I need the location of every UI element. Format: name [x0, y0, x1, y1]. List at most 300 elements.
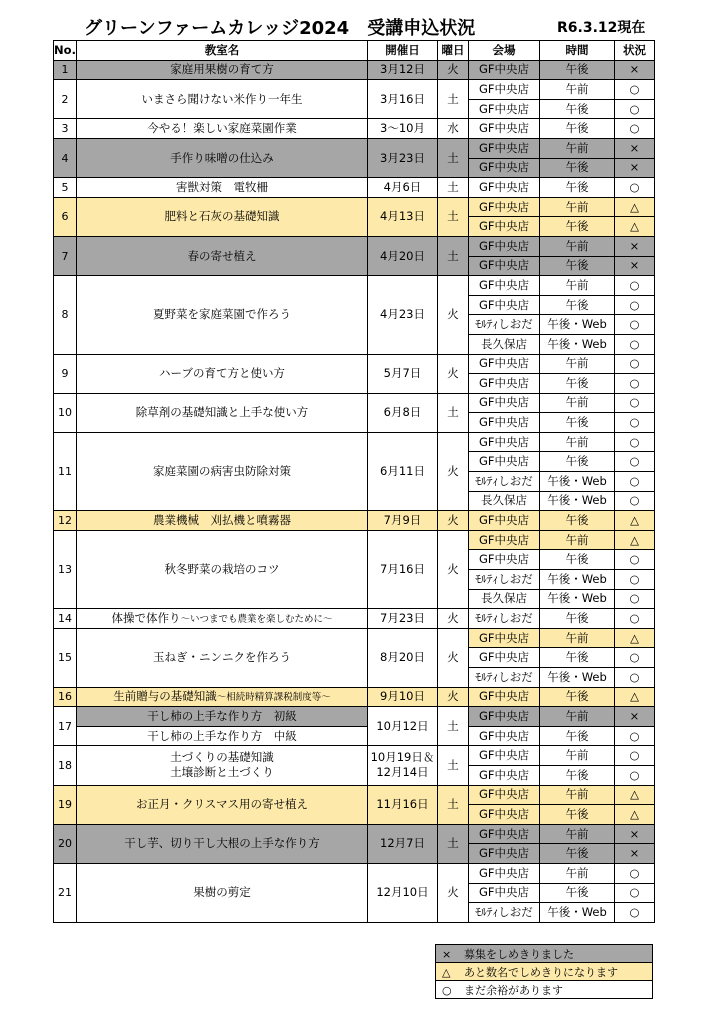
course-weekday: 火 [438, 530, 469, 608]
course-name-text: 生前贈与の基礎知識 [113, 688, 217, 703]
session-status-mark: ○ [615, 883, 655, 903]
course-name-text: ハーブの育て方と使い方 [159, 366, 285, 381]
session-venue: GF中央店 [469, 785, 540, 805]
table-row [54, 726, 655, 746]
session-time: 午後 [540, 295, 615, 315]
session-status-mark: △ [615, 805, 655, 825]
course-number: 2 [54, 80, 77, 119]
session-time: 午後 [540, 511, 615, 531]
table-row [54, 236, 655, 256]
course-number: 7 [54, 236, 77, 275]
legend-mark: ○ [442, 983, 452, 997]
course-date [368, 276, 438, 354]
session-venue: GF中央店 [469, 393, 540, 413]
table-row [54, 393, 655, 413]
legend [435, 944, 653, 999]
course-name-text: 果樹の剪定 [193, 885, 251, 900]
course-date-text: 6月11日 [380, 464, 425, 479]
session-time: 午後・Web [540, 668, 615, 688]
course-number: 13 [54, 530, 77, 608]
table-row [54, 60, 655, 80]
session-time: 午後 [540, 256, 615, 276]
course-date-text: 10月19日＆ [370, 750, 435, 765]
course-date-text: 10月12日 [376, 718, 429, 733]
session-time: 午後 [540, 609, 615, 629]
session-status-mark: × [615, 158, 655, 178]
session-status-mark: × [615, 256, 655, 276]
session-venue: GF中央店 [469, 687, 540, 707]
header-time: 時間 [540, 41, 615, 61]
course-number: 12 [54, 511, 77, 531]
session-venue: GF中央店 [469, 197, 540, 217]
session-status-mark: ○ [615, 765, 655, 785]
course-name-text: 手作り味噌の仕込み [170, 150, 274, 165]
course-weekday: 火 [438, 511, 469, 531]
session-status-mark: ○ [615, 276, 655, 296]
session-venue: GF中央店 [469, 765, 540, 785]
course-weekday: 火 [438, 276, 469, 354]
session-venue: GF中央店 [469, 99, 540, 119]
course-date [368, 746, 438, 785]
session-venue: GF中央店 [469, 863, 540, 883]
session-time: 午後 [540, 158, 615, 178]
session-venue: GF中央店 [469, 530, 540, 550]
course-weekday: 土 [438, 138, 469, 177]
session-venue: GF中央店 [469, 80, 540, 100]
course-weekday: 土 [438, 746, 469, 785]
course-number: 9 [54, 354, 77, 393]
course-name: 干し柿の上手な作り方 中級 [77, 726, 368, 746]
course-number: 19 [54, 785, 77, 824]
session-status-mark: ○ [615, 413, 655, 433]
session-status-mark: ○ [615, 374, 655, 394]
session-time: 午前 [540, 746, 615, 766]
table-row [54, 138, 655, 158]
course-name [77, 628, 368, 687]
course-number: 11 [54, 432, 77, 510]
session-status-mark: × [615, 138, 655, 158]
course-weekday: 土 [438, 178, 469, 198]
course-date-text: 5月7日 [383, 366, 422, 381]
session-venue: GF中央店 [469, 805, 540, 825]
legend-row [436, 963, 653, 981]
schedule-table [53, 40, 655, 923]
session-venue: 長久保店 [469, 334, 540, 354]
course-name [77, 746, 368, 785]
table-row [54, 609, 655, 629]
session-status-mark: ○ [615, 80, 655, 100]
course-date-text: 12月10日 [376, 885, 429, 900]
course-date-text: 12月7日 [380, 836, 425, 851]
course-name-text: 玉ねぎ・ニンニクを作ろう [153, 650, 291, 665]
course-date [368, 60, 438, 80]
session-venue: GF中央店 [469, 628, 540, 648]
table-row [54, 824, 655, 844]
session-status-mark: △ [615, 217, 655, 237]
table-row [54, 354, 655, 374]
session-venue: GF中央店 [469, 217, 540, 237]
session-time: 午前 [540, 628, 615, 648]
session-venue: GF中央店 [469, 511, 540, 531]
session-venue: GF中央店 [469, 746, 540, 766]
course-date [368, 824, 438, 863]
session-time: 午後・Web [540, 472, 615, 492]
session-venue: ﾓﾙﾃｨしおだ [469, 903, 540, 923]
session-venue: GF中央店 [469, 236, 540, 256]
course-date-text: 4月6日 [383, 179, 422, 194]
session-time: 午後・Web [540, 315, 615, 335]
session-venue: GF中央店 [469, 432, 540, 452]
legend-mark: △ [442, 965, 451, 979]
session-time: 午前 [540, 707, 615, 727]
table-row [54, 80, 655, 100]
course-date-text: 9月10日 [380, 689, 425, 704]
session-venue: GF中央店 [469, 413, 540, 433]
course-number: 5 [54, 178, 77, 198]
session-venue: GF中央店 [469, 844, 540, 864]
course-date [368, 628, 438, 687]
course-number: 16 [54, 687, 77, 707]
legend-item [436, 945, 653, 963]
session-status-mark: ○ [615, 648, 655, 668]
course-name-text: 今やる！楽しい家庭菜園作業 [147, 121, 297, 136]
course-date-text: 4月13日 [380, 209, 425, 224]
session-status-mark: × [615, 824, 655, 844]
session-venue: GF中央店 [469, 648, 540, 668]
course-number: 3 [54, 119, 77, 139]
table-row [54, 119, 655, 139]
session-venue: GF中央店 [469, 158, 540, 178]
header-course: 教室名 [77, 41, 368, 61]
session-time: 午後 [540, 119, 615, 139]
course-name [77, 354, 368, 393]
course-name [77, 824, 368, 863]
course-name-text: 害獣対策 電牧柵 [176, 179, 268, 194]
session-status-mark: ○ [615, 609, 655, 629]
course-weekday: 土 [438, 785, 469, 824]
session-status-mark: ○ [615, 863, 655, 883]
course-date [368, 609, 438, 629]
course-date-line2: 12月14日 [376, 765, 429, 780]
course-number: 20 [54, 824, 77, 863]
legend-item [436, 981, 653, 999]
table-row [54, 197, 655, 217]
session-time: 午後 [540, 60, 615, 80]
table-row [54, 530, 655, 550]
header-date: 開催日 [368, 41, 438, 61]
table-row [54, 432, 655, 452]
table-row [54, 178, 655, 198]
session-venue: GF中央店 [469, 726, 540, 746]
course-name-text: 農業機械 刈払機と噴霧器 [153, 513, 291, 528]
course-date-text: 3月16日 [380, 91, 425, 106]
session-status-mark: ○ [615, 726, 655, 746]
course-date-text: 7月16日 [380, 562, 425, 577]
session-venue: GF中央店 [469, 707, 540, 727]
course-weekday: 火 [438, 863, 469, 922]
course-name-subtitle: ～相続時精算課税制度等～ [216, 691, 331, 703]
session-status-mark: △ [615, 511, 655, 531]
session-venue: 長久保店 [469, 589, 540, 609]
session-status-mark: ○ [615, 668, 655, 688]
session-time: 午後・Web [540, 334, 615, 354]
session-venue: GF中央店 [469, 276, 540, 296]
session-status-mark: × [615, 60, 655, 80]
course-name [77, 236, 368, 275]
course-number: 10 [54, 393, 77, 432]
course-weekday: 火 [438, 687, 469, 707]
session-time: 午後・Web [540, 491, 615, 511]
session-venue: 長久保店 [469, 491, 540, 511]
session-status-mark: ○ [615, 354, 655, 374]
course-weekday: 火 [438, 432, 469, 510]
course-date [368, 785, 438, 824]
course-date [368, 178, 438, 198]
session-time: 午後・Web [540, 570, 615, 590]
session-status-mark: ○ [615, 589, 655, 609]
course-weekday: 火 [438, 354, 469, 393]
session-venue: GF中央店 [469, 550, 540, 570]
course-name [77, 785, 368, 824]
session-time: 午前 [540, 197, 615, 217]
course-name [77, 609, 368, 629]
course-name [77, 530, 368, 608]
session-time: 午前 [540, 236, 615, 256]
course-number: 18 [54, 746, 77, 785]
course-weekday: 土 [438, 80, 469, 119]
session-status-mark: ○ [615, 550, 655, 570]
course-date-text: 11月16日 [376, 797, 429, 812]
course-name [77, 60, 368, 80]
session-status-mark: △ [615, 628, 655, 648]
session-status-mark: ○ [615, 746, 655, 766]
session-venue: ﾓﾙﾃｨしおだ [469, 315, 540, 335]
session-time: 午前 [540, 863, 615, 883]
course-name-text: 体操で体作り [111, 610, 181, 625]
session-status-mark: ○ [615, 903, 655, 923]
course-name-text: 除草剤の基礎知識と上手な使い方 [135, 405, 309, 420]
session-time: 午後・Web [540, 903, 615, 923]
session-status-mark: ○ [615, 452, 655, 472]
table-row [54, 785, 655, 805]
course-name-subtitle: ～いつまでも農業を楽しむために～ [180, 613, 333, 625]
session-time: 午後 [540, 178, 615, 198]
session-venue: GF中央店 [469, 295, 540, 315]
course-date-text: 3～10月 [380, 121, 425, 136]
legend-text: あと数名でしめきりになります [464, 965, 618, 979]
course-date-text: 3月23日 [380, 150, 425, 165]
session-status-mark: ○ [615, 99, 655, 119]
course-date-text: 8月20日 [380, 650, 425, 665]
legend-row [436, 945, 653, 963]
course-number: 15 [54, 628, 77, 687]
session-time: 午後 [540, 550, 615, 570]
course-weekday: 土 [438, 707, 469, 746]
course-name-text: お正月・クリスマス用の寄せ植え [135, 797, 309, 812]
session-status-mark: △ [615, 785, 655, 805]
session-status-mark: ○ [615, 315, 655, 335]
session-status-mark: × [615, 236, 655, 256]
session-time: 午後 [540, 726, 615, 746]
course-name [77, 687, 368, 707]
course-weekday: 火 [438, 60, 469, 80]
course-name-text: 干し芋、切り干し大根の上手な作り方 [124, 836, 320, 851]
course-date [368, 530, 438, 608]
course-name [77, 511, 368, 531]
session-time: 午後 [540, 217, 615, 237]
session-venue: ﾓﾙﾃｨしおだ [469, 570, 540, 590]
course-date [368, 432, 438, 510]
session-venue: GF中央店 [469, 374, 540, 394]
session-venue: GF中央店 [469, 883, 540, 903]
course-weekday: 火 [438, 628, 469, 687]
course-date [368, 863, 438, 922]
course-name-text: 家庭用果樹の育て方 [170, 62, 274, 77]
legend-text: まだ余裕があります [464, 983, 563, 997]
course-weekday: 土 [438, 393, 469, 432]
course-name [77, 138, 368, 177]
course-name-text: 夏野菜を家庭菜園で作ろう [153, 307, 291, 322]
session-time: 午前 [540, 80, 615, 100]
session-time: 午後 [540, 99, 615, 119]
session-venue: ﾓﾙﾃｨしおだ [469, 472, 540, 492]
legend-item [436, 963, 653, 981]
session-venue: GF中央店 [469, 824, 540, 844]
session-status-mark: × [615, 707, 655, 727]
session-time: 午後 [540, 413, 615, 433]
course-date-text: 4月20日 [380, 248, 425, 263]
table-row [54, 511, 655, 531]
course-date-text: 7月23日 [380, 611, 425, 626]
course-date [368, 80, 438, 119]
table-row [54, 863, 655, 883]
course-number: 21 [54, 863, 77, 922]
course-date-text: 7月9日 [383, 513, 422, 528]
course-date [368, 707, 438, 746]
course-name-text: 春の寄せ植え [187, 248, 257, 263]
session-venue: ﾓﾙﾃｨしおだ [469, 609, 540, 629]
course-name-text: 肥料と石灰の基礎知識 [164, 209, 280, 224]
course-name [77, 119, 368, 139]
course-number: 8 [54, 276, 77, 354]
session-venue: GF中央店 [469, 256, 540, 276]
page-title: グリーンファームカレッジ2024 受講申込状況 [84, 18, 476, 39]
course-weekday: 火 [438, 609, 469, 629]
session-time: 午前 [540, 354, 615, 374]
course-date [368, 236, 438, 275]
session-status-mark: × [615, 844, 655, 864]
course-number: 1 [54, 60, 77, 80]
course-date [368, 119, 438, 139]
header-status: 状況 [615, 41, 655, 61]
course-date [368, 687, 438, 707]
as-of-date: R6.3.12現在 [557, 20, 646, 36]
session-time: 午後 [540, 844, 615, 864]
course-name [77, 197, 368, 236]
session-time: 午前 [540, 785, 615, 805]
session-status-mark: ○ [615, 570, 655, 590]
session-time: 午後 [540, 883, 615, 903]
session-time: 午前 [540, 432, 615, 452]
table-row [54, 628, 655, 648]
session-status-mark: ○ [615, 393, 655, 413]
session-status-mark: △ [615, 687, 655, 707]
session-time: 午後 [540, 648, 615, 668]
session-time: 午後 [540, 374, 615, 394]
course-date-text: 6月8日 [383, 405, 422, 420]
table-row [54, 276, 655, 296]
header-no: No. [54, 41, 77, 61]
course-name [77, 178, 368, 198]
course-date [368, 511, 438, 531]
course-weekday: 水 [438, 119, 469, 139]
course-date [368, 138, 438, 177]
course-name [77, 432, 368, 510]
session-time: 午後 [540, 687, 615, 707]
legend-row [436, 981, 653, 999]
course-name-text: 土づくりの基礎知識 [170, 750, 274, 765]
course-name-line2: 土壌診断と土づくり [170, 765, 274, 780]
session-venue: GF中央店 [469, 178, 540, 198]
table-header-row [54, 41, 655, 61]
session-status-mark: ○ [615, 432, 655, 452]
course-date-text: 4月23日 [380, 307, 425, 322]
session-venue: GF中央店 [469, 138, 540, 158]
table-body [54, 60, 655, 922]
course-weekday: 土 [438, 824, 469, 863]
session-status-mark: ○ [615, 472, 655, 492]
header-venue: 会場 [469, 41, 540, 61]
session-time: 午前 [540, 138, 615, 158]
course-number: 4 [54, 138, 77, 177]
header-day: 曜日 [438, 41, 469, 61]
course-name [77, 276, 368, 354]
course-date [368, 354, 438, 393]
session-venue: GF中央店 [469, 60, 540, 80]
course-name-text: 家庭菜園の病害虫防除対策 [153, 464, 291, 479]
session-status-mark: △ [615, 197, 655, 217]
course-name-text: いまさら聞けない米作り一年生 [141, 91, 303, 106]
course-number: 17 [54, 707, 77, 746]
table-row [54, 707, 655, 727]
session-time: 午後・Web [540, 589, 615, 609]
course-number: 14 [54, 609, 77, 629]
session-status-mark: ○ [615, 119, 655, 139]
course-weekday: 土 [438, 197, 469, 236]
legend-mark: × [442, 947, 452, 961]
session-status-mark: ○ [615, 334, 655, 354]
session-venue: GF中央店 [469, 119, 540, 139]
session-time: 午後 [540, 765, 615, 785]
session-time: 午後 [540, 805, 615, 825]
session-time: 午前 [540, 276, 615, 296]
session-time: 午前 [540, 530, 615, 550]
course-name [77, 393, 368, 432]
legend-text: 募集をしめきりました [464, 947, 574, 961]
session-status-mark: ○ [615, 295, 655, 315]
table-row [54, 746, 655, 766]
table-row [54, 687, 655, 707]
course-name [77, 80, 368, 119]
course-name: 干し柿の上手な作り方 初級 [77, 707, 368, 727]
session-venue: GF中央店 [469, 452, 540, 472]
session-venue: ﾓﾙﾃｨしおだ [469, 668, 540, 688]
course-weekday: 土 [438, 236, 469, 275]
session-time: 午前 [540, 824, 615, 844]
session-status-mark: ○ [615, 491, 655, 511]
course-date-text: 3月12日 [380, 62, 425, 77]
session-time: 午前 [540, 393, 615, 413]
